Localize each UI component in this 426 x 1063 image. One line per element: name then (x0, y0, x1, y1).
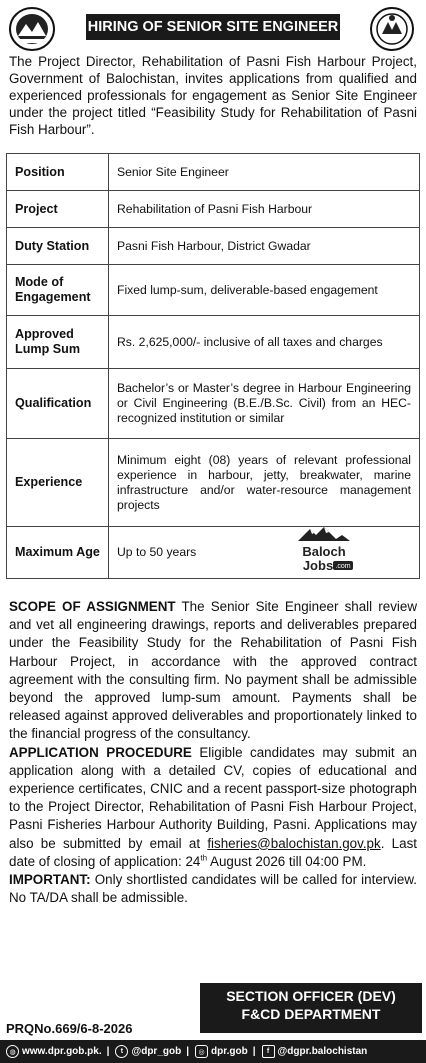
row-value-project: Rehabilitation of Pasni Fish Harbour (109, 191, 420, 228)
signature-box (200, 983, 422, 1033)
footer-website[interactable] (6, 1045, 102, 1058)
procedure-paragraph (9, 744, 417, 871)
closing-day: 24 (185, 853, 201, 869)
important-text: Only shortlisted candidates will be called for interview. No TA/DA shall be admissible. (9, 872, 417, 906)
closing-prefix: . Last date of closing of application: (9, 835, 417, 869)
job-details-table (6, 153, 420, 579)
scope-paragraph (9, 598, 417, 744)
row-label-max-age: Maximum Age (7, 527, 109, 579)
scope-text: The Senior Site Engineer shall review and vet all engineering drawings, reports and deliverables prepared under the Feasibility Study for the Rehabilitation of Pasni Fish Harbour Project, in accordance with the approved contract agreement with the consulting firm. No payment shall be admissible beyond the approved lump-sum amount. Payments shall be released against approved deliverables and proportionately linked to the financial progress of the consultancy. (9, 599, 417, 742)
footer-twitter[interactable] (115, 1045, 181, 1058)
row-value-position: Senior Site Engineer (109, 154, 420, 191)
row-label-mode: Mode of Engagement (7, 265, 109, 316)
table-row (7, 191, 420, 228)
row-value-mode: Fixed lump-sum, deliverable-based engagement (109, 265, 420, 316)
footer-facebook-text: @dgpr.balochistan (277, 1046, 368, 1057)
globe-icon: ◍ (6, 1045, 19, 1058)
footer-facebook[interactable] (262, 1045, 368, 1058)
intro-paragraph: The Project Director, Rehabilitation of Pasni Fish Harbour Project, Government of Balochistan, invites applications from qualified and experienced professionals for engagement as Senior Site Engineer under the project titled “Feasibility Study for Rehabilitation of Pasni Fish Harbour”. (9, 54, 417, 137)
row-label-project: Project (7, 191, 109, 228)
row-label-duty-station: Duty Station (7, 228, 109, 265)
body-text (9, 598, 417, 907)
row-value-max-age: Up to 50 years (109, 527, 420, 579)
closing-date-rest: August 2026 till 04:00 PM. (210, 853, 367, 869)
closing-day-suffix: th (200, 853, 208, 863)
footer-instagram-text: dpr.gob (211, 1046, 248, 1057)
signature-line1: SECTION OFFICER (DEV) (226, 988, 396, 1004)
watermark-line1: Baloch (302, 544, 346, 559)
twitter-icon: t (115, 1045, 128, 1058)
prq-number: PRQNo.669/6-8-2026 (6, 1021, 133, 1036)
footer-website-text: www.dpr.gob.pk. (22, 1046, 102, 1057)
instagram-icon: ◎ (195, 1045, 208, 1058)
table-row (7, 527, 420, 579)
government-seal-left-logo (8, 6, 56, 52)
procedure-heading: APPLICATION PROCEDURE (9, 744, 192, 760)
table-row (7, 316, 420, 369)
important-heading: IMPORTANT: (9, 872, 91, 888)
watermark-line2: Jobs (302, 558, 334, 573)
table-row (7, 228, 420, 265)
facebook-icon: f (262, 1045, 275, 1058)
footer-instagram[interactable] (195, 1045, 248, 1058)
procedure-text: Eligible candidates may submit an application along with a detailed CV, copies of educational and experience certificates, CNIC and a recent passport-size photograph to the Project Director, Rehabilitation of Pasni Fish Harbour Project, Pasni Fisheries Harbour Authority Building, Pasni. Applications may also be submitted by email at (9, 744, 417, 851)
department-seal-right-logo (368, 6, 416, 52)
row-value-experience: Minimum eight (08) years of relevant professional experience in harbour, jetty, breakwater, marine infrastructure and/or water-resource management projects (109, 439, 420, 527)
row-value-qualification: Bachelor’s or Master’s degree in Harbour Engineering or Civil Engineering (B.E./B.Sc. Civil) from an HEC-recognized institution or similar (109, 369, 420, 439)
table-row (7, 154, 420, 191)
row-label-position: Position (7, 154, 109, 191)
page-title: HIRING OF SENIOR SITE ENGINEER (86, 14, 340, 40)
row-value-duty-station: Pasni Fish Harbour, District Gwadar (109, 228, 420, 265)
row-label-lump-sum: Approved Lump Sum (7, 316, 109, 369)
table-row (7, 369, 420, 439)
balochjobs-watermark-logo (292, 525, 356, 573)
table-row (7, 439, 420, 527)
footer-twitter-text: @dpr_gob (131, 1046, 182, 1057)
row-value-lump-sum: Rs. 2,625,000/- inclusive of all taxes and charges (109, 316, 420, 369)
row-label-qualification: Qualification (7, 369, 109, 439)
table-row (7, 265, 420, 316)
application-email: fisheries@balochistan.gov.pk (207, 835, 381, 851)
footer-bar: ◍ www.dpr.gob.pk. | t @dpr_gob | ◎ dpr.gob | f @dgpr.balochistan (0, 1040, 426, 1063)
signature-line2: F&CD DEPARTMENT (241, 1006, 381, 1022)
row-label-experience: Experience (7, 439, 109, 527)
important-paragraph (9, 871, 417, 907)
watermark-suffix: .com (335, 563, 351, 570)
scope-heading: SCOPE OF ASSIGNMENT (9, 599, 176, 614)
